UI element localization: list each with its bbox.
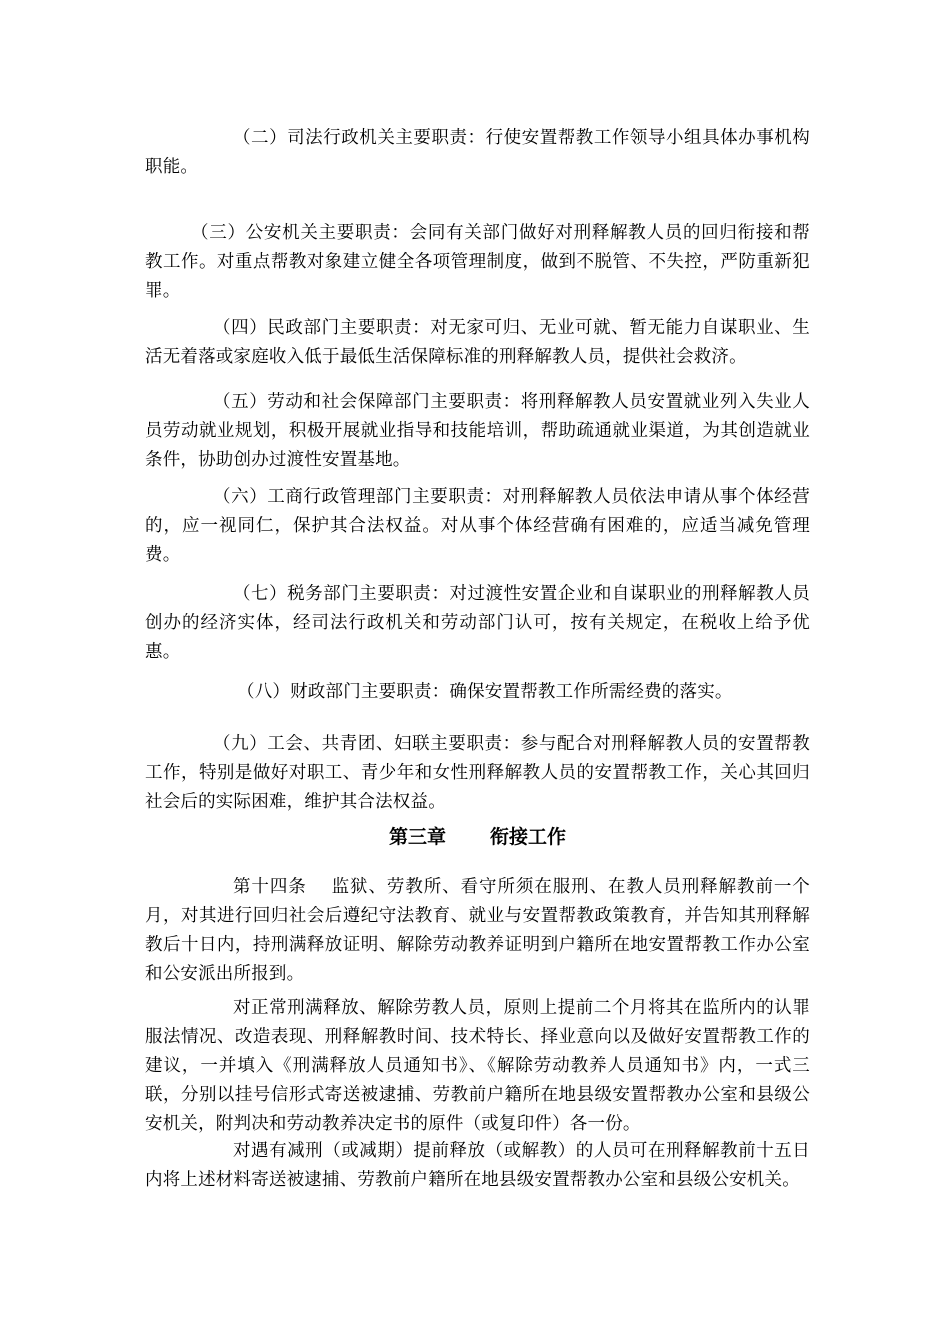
paragraph-judicial-admin: （二）司法行政机关主要职责：行使安置帮教工作领导小组具体办事机构职能。 xyxy=(145,128,810,177)
chapter-title: 衔接工作 xyxy=(490,826,567,848)
paragraph-finance: （八）财政部门主要职责：确保安置帮教工作所需经费的落实。 xyxy=(237,682,733,702)
paragraph-civil-affairs: （四）民政部门主要职责：对无家可归、无业可就、暂无能力自谋职业、生活无着落或家庭收入低于最低生活保障标准的刑释解教人员，提供社会救济。 xyxy=(145,318,810,367)
paragraph-taxation: （七）税务部门主要职责：对过渡性安置企业和自谋职业的刑释解教人员创办的经济实体，经司法行政机关和劳动部门认可，按有关规定，在税收上给予优惠。 xyxy=(145,584,810,662)
paragraph-article-14: 第十四条 监狱、劳教所、看守所须在服刑、在教人员刑释解教前一个月，对其进行回归社会后遵纪守法教育、就业与安置帮教政策教育，并告知其刑释解教后十日内，持刑满释放证明、解除劳动教养证明到户籍所在地安置帮教工作办公室和公安派出所报到。 xyxy=(145,877,810,984)
paragraph-unions: （九）工会、共青团、妇联主要职责：参与配合对刑释解教人员的安置帮教工作，特别是做好对职工、青少年和女性刑释解教人员的安置帮教工作，关心其回归社会后的实际困难，维护其合法权益。 xyxy=(145,734,810,812)
paragraph-industry-commerce: （六）工商行政管理部门主要职责：对刑释解教人员依法申请从事个体经营的，应一视同仁，保护其合法权益。对从事个体经营确有困难的，应适当减免管理费。 xyxy=(145,487,810,565)
paragraph-labor-social-security: （五）劳动和社会保障部门主要职责：将刑释解教人员安置就业列入失业人员劳动就业规划，积极开展就业指导和技能培训，帮助疏通就业渠道，为其创造就业条件，协助创办过渡性安置基地。 xyxy=(145,392,810,470)
paragraph-early-release: 对遇有减刑（或减期）提前释放（或解教）的人员可在刑释解教前十五日内将上述材料寄送被逮捕、劳教前户籍所在地县级安置帮教办公室和县级公安机关。 xyxy=(145,1141,810,1190)
chapter-number: 第三章 xyxy=(388,826,446,848)
chapter-heading xyxy=(145,823,810,852)
paragraph-public-security: （三）公安机关主要职责：会同有关部门做好对刑释解教人员的回归衔接和帮教工作。对重点帮教对象建立健全各项管理制度，做到不脱管、不失控，严防重新犯罪。 xyxy=(145,223,810,301)
paragraph-normal-release: 对正常刑满释放、解除劳教人员，原则上提前二个月将其在监所内的认罪服法情况、改造表现、刑释解教时间、技术特长、择业意向以及做好安置帮教工作的建议，一并填入《刑满释放人员通知书》、《解除劳动教养人员通知书》内，一式三联，分别以挂号信形式寄送被逮捕、劳教前户籍所在地县级安置帮教办公室和县级公安机关，附判决和劳动教养决定书的原件（或复印件）各一份。 xyxy=(145,998,810,1134)
